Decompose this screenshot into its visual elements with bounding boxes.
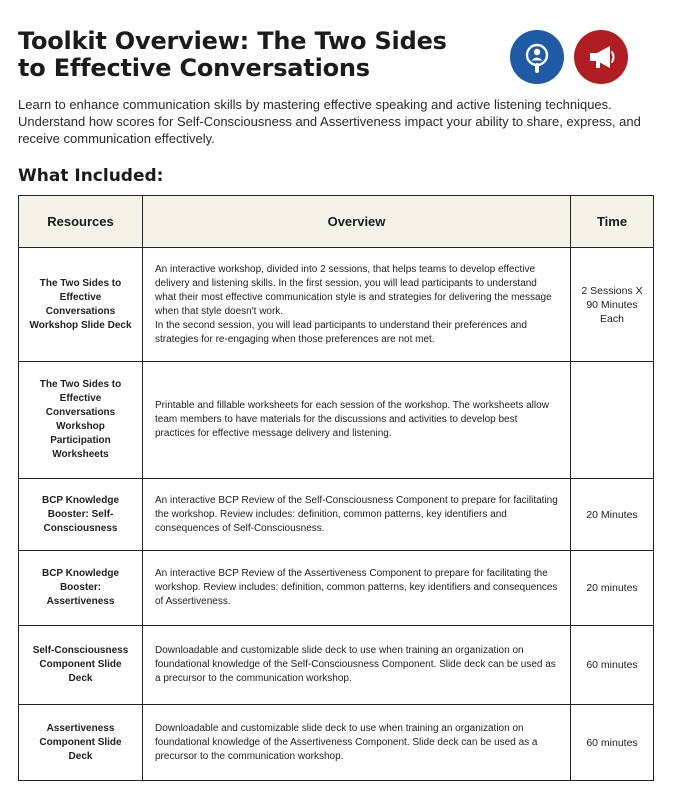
table-row — [19, 248, 654, 362]
time-cell: 2 Sessions X 90 Minutes Each — [571, 248, 654, 362]
time-cell: 60 minutes — [571, 705, 654, 781]
overview-cell: An interactive BCP Review of the Assertiveness Component to prepare for facilitating the workshop. Review includes: definition, common patterns, key identifiers and consequences of Assertiveness. — [143, 551, 571, 626]
table-row — [19, 705, 654, 781]
resource-cell: Assertiveness Component Slide Deck — [19, 705, 143, 781]
overview-cell: Printable and fillable worksheets for each session of the workshop. The worksheets allow team members to have materials for the discussions and activities to develop best practices for effective message delivery and listening. — [143, 362, 571, 479]
time-cell: 20 minutes — [571, 551, 654, 626]
time-cell — [571, 362, 654, 479]
title-line-1: Toolkit Overview: The Two Sides — [18, 27, 447, 55]
person-search-icon — [510, 30, 564, 84]
title-line-2: to Effective Conversations — [18, 54, 370, 82]
resource-cell: The Two Sides to Effective Conversations Workshop Participation Worksheets — [19, 362, 143, 479]
time-cell: 60 minutes — [571, 626, 654, 705]
resource-cell: BCP Knowledge Booster: Assertiveness — [19, 551, 143, 626]
table-row — [19, 479, 654, 551]
time-cell: 20 Minutes — [571, 479, 654, 551]
header-resources: Resources — [19, 196, 143, 248]
section-heading: What Included: — [18, 166, 164, 186]
table-row — [19, 551, 654, 626]
overview-cell: Downloadable and customizable slide deck to use when training an organization on foundational knowledge of the Self-Consciousness Component. Slide deck can be used as a precursor to the communication workshop. — [143, 626, 571, 705]
table-row — [19, 362, 654, 479]
overview-cell: An interactive BCP Review of the Self-Consciousness Component to prepare for facilitating the workshop. Review includes: definition, common patterns, key identifiers and consequences of Self-Consciousness. — [143, 479, 571, 551]
overview-cell: An interactive workshop, divided into 2 sessions, that helps teams to develop effective delivery and listening skills. In the first session, you will lead participants to understand what their most effective communication style is and strategies for delivering the message when that style doesn't work. In the second session, you will lead participants to understand their preferences and strategies for re-engaging when those preferences are not met. — [143, 248, 571, 362]
header-time: Time — [571, 196, 654, 248]
page-title — [18, 28, 488, 82]
table-header-row — [19, 196, 654, 248]
resource-cell: The Two Sides to Effective Conversations Workshop Slide Deck — [19, 248, 143, 362]
resource-cell: BCP Knowledge Booster: Self-Consciousness — [19, 479, 143, 551]
overview-cell: Downloadable and customizable slide deck to use when training an organization on foundational knowledge of the Assertiveness Component. Slide deck can be used as a precursor to the communication workshop. — [143, 705, 571, 781]
intro-text: Learn to enhance communication skills by mastering effective speaking and active listening techniques. Understand how scores for Self-Consciousness and Assertiveness impact your ability to share, express, and receive communication effectively. — [18, 97, 641, 146]
megaphone-icon — [574, 30, 628, 84]
resources-table — [18, 195, 654, 781]
table-row — [19, 626, 654, 705]
resource-cell: Self-Consciousness Component Slide Deck — [19, 626, 143, 705]
header-overview: Overview — [143, 196, 571, 248]
